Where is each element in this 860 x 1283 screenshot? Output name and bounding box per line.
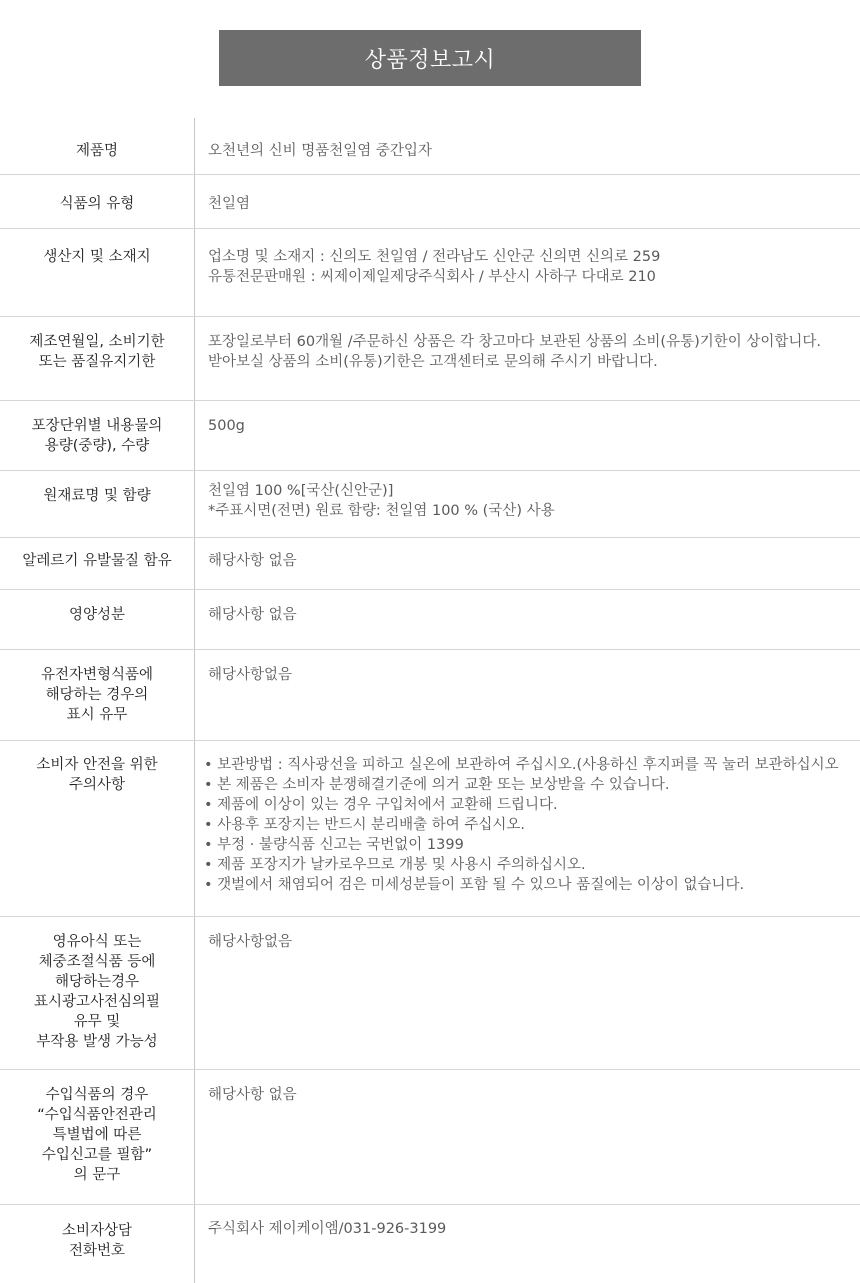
value-line: 500g [208, 418, 245, 434]
value-line: 해당사항 없음 [208, 607, 297, 623]
row-value [208, 141, 860, 161]
row-value [208, 481, 860, 521]
table-row-ingredients [0, 471, 860, 538]
table-row-gmo [0, 650, 860, 741]
row-label: 소비자상담 전화번호 [61, 1223, 133, 1259]
value-line: • 본 제품은 소비자 분쟁해결기준에 의거 교환 또는 보상받을 수 있습니다. [204, 777, 670, 793]
value-line: • 부정 · 불량식품 신고는 국번없이 1399 [204, 837, 464, 853]
table-row-contact [0, 1205, 860, 1283]
row-label: 영유아식 또는 체중조절식품 등에 해당하는경우 표시광고사전심의필 유무 및 부작용 발생 가능성 [33, 934, 161, 1050]
table-row-nutrition [0, 590, 860, 650]
row-value [208, 665, 860, 685]
row-label: 원재료명 및 함량 [43, 488, 151, 504]
value-line: 해당사항 없음 [208, 553, 297, 569]
row-value [208, 194, 860, 214]
value-line: 유통전문판매원 : 씨제이제일제당주식회사 / 부산시 사하구 다대로 210 [208, 269, 656, 285]
row-value [208, 416, 860, 436]
value-line: 업소명 및 소재지 : 신의도 천일염 / 전라남도 신안군 신의면 신의로 259 [208, 249, 661, 265]
row-value [204, 755, 860, 895]
value-line: 해당사항없음 [208, 667, 293, 683]
value-line: *주표시면(전면) 원료 함량: 천일염 100 % (국산) 사용 [208, 503, 555, 519]
value-line: 포장일로부터 60개월 /주문하신 상품은 각 창고마다 보관된 상품의 소비(유통)기한이 상이합니다. [208, 334, 822, 350]
table-row-origin [0, 229, 860, 317]
row-label: 포장단위별 내용물의 용량(중량), 수량 [31, 418, 163, 454]
row-value [208, 1085, 860, 1105]
table-row-expiration [0, 317, 860, 401]
table-row-infant-food [0, 917, 860, 1070]
row-label: 수입식품의 경우 “수입식품안전관리 특별법에 따른 수입신고를 필함” 의 문구 [37, 1087, 157, 1183]
value-line: • 보관방법 : 직사광선을 피하고 실온에 보관하여 주십시오.(사용하신 후지퍼를 꼭 눌러 보관하십시오 [204, 757, 839, 773]
row-label: 유전자변형식품에 해당하는 경우의 표시 유무 [40, 667, 154, 723]
value-line: 주식회사 제이케이엠/031-926-3199 [208, 1221, 447, 1237]
row-value [208, 932, 860, 952]
row-value [208, 247, 860, 287]
table-row-safety-notes [0, 741, 860, 917]
table-row-capacity [0, 401, 860, 471]
section-title-banner [219, 30, 641, 86]
row-label: 알레르기 유발물질 함유 [22, 553, 172, 569]
row-value [208, 551, 860, 571]
value-line: • 제품에 이상이 있는 경우 구입처에서 교환해 드립니다. [204, 797, 558, 813]
value-line: • 갯벌에서 채염되어 검은 미세성분들이 포함 될 수 있으나 품질에는 이상이 없습니다. [204, 877, 745, 893]
value-line: • 제품 포장지가 날카로우므로 개봉 및 사용시 주의하십시오. [204, 857, 586, 873]
value-line: 천일염 [208, 196, 251, 212]
product-info-table [0, 118, 860, 1283]
row-label: 제조연월일, 소비기한 또는 품질유지기한 [29, 334, 165, 370]
table-row-food-type [0, 175, 860, 229]
value-line: 해당사항 없음 [208, 1087, 297, 1103]
row-label: 식품의 유형 [59, 196, 135, 212]
table-row-allergens [0, 538, 860, 590]
row-label: 영양성분 [68, 607, 126, 623]
value-line: 해당사항없음 [208, 934, 293, 950]
value-line: 천일염 100 %[국산(신안군)] [208, 483, 394, 499]
section-title: 상품정보고시 [364, 47, 496, 73]
value-line: • 사용후 포장지는 반드시 분리배출 하여 주십시오. [204, 817, 525, 833]
table-row-product-name [0, 118, 860, 175]
value-line: 오천년의 신비 명품천일염 중간입자 [208, 143, 432, 159]
row-label: 생산지 및 소재지 [43, 249, 151, 265]
value-line: 받아보실 상품의 소비(유통)기한은 고객센터로 문의해 주시기 바랍니다. [208, 354, 658, 370]
row-value [208, 605, 860, 625]
row-value [208, 1219, 860, 1239]
table-row-imported-food [0, 1070, 860, 1205]
row-label: 제품명 [75, 143, 119, 159]
row-value [208, 332, 860, 372]
row-label: 소비자 안전을 위한 주의사항 [36, 757, 158, 793]
